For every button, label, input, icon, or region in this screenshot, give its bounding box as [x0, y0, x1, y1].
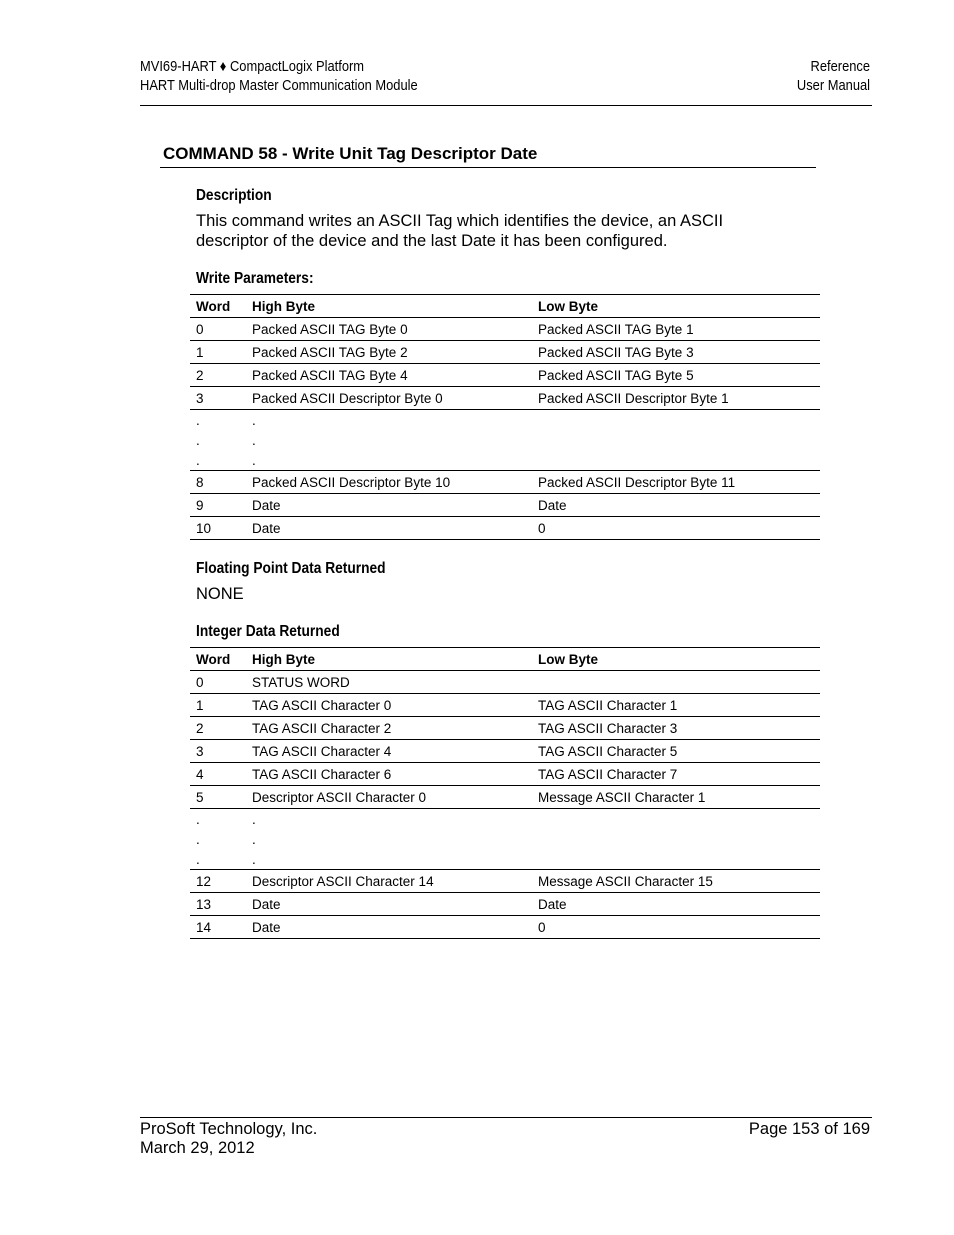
publication-date: March 29, 2012 [140, 1139, 255, 1157]
ellipsis-row [190, 829, 820, 849]
low-byte-cell: Packed ASCII TAG Byte 1 [532, 318, 820, 341]
table-row [190, 870, 820, 893]
low-byte-cell: Date [532, 893, 820, 916]
column-header-low-byte: Low Byte [532, 648, 820, 671]
low-byte-cell [532, 671, 820, 694]
ellipsis-mark: . [252, 831, 256, 847]
high-byte-cell: Date [246, 893, 532, 916]
float-data-heading: Floating Point Data Returned [196, 560, 386, 577]
high-byte-cell: Descriptor ASCII Character 0 [246, 786, 532, 809]
high-byte-cell: Packed ASCII TAG Byte 4 [246, 364, 532, 387]
document-type: User Manual [796, 77, 870, 94]
table-header-row [190, 295, 820, 318]
table-row [190, 471, 820, 494]
column-header-word: Word [190, 295, 246, 318]
table-row [190, 740, 820, 763]
high-byte-cell: Date [246, 916, 532, 939]
column-header-high-byte: High Byte [246, 648, 532, 671]
low-byte-cell: Packed ASCII TAG Byte 5 [532, 364, 820, 387]
low-byte-cell: 0 [532, 916, 820, 939]
word-cell: 2 [190, 717, 246, 740]
high-byte-cell: Date [246, 494, 532, 517]
word-cell: 0 [190, 671, 246, 694]
high-byte-cell: Packed ASCII TAG Byte 2 [246, 341, 532, 364]
word-cell: 0 [190, 318, 246, 341]
running-header-left [140, 57, 418, 95]
low-byte-cell: TAG ASCII Character 1 [532, 694, 820, 717]
description-text: This command writes an ASCII Tag which identifies the device, an ASCII descriptor of the device and the last Date it has been configured. [196, 212, 724, 250]
ellipsis-mark: . [252, 412, 256, 428]
low-byte-cell: Message ASCII Character 1 [532, 786, 820, 809]
high-byte-cell: Packed ASCII TAG Byte 0 [246, 318, 532, 341]
table-row [190, 916, 820, 939]
ellipsis-mark: . [252, 811, 256, 827]
integer-data-heading: Integer Data Returned [196, 623, 340, 640]
integer-data-table [190, 647, 820, 939]
ellipsis-mark: . [190, 450, 246, 471]
ellipsis-mark: . [196, 432, 200, 448]
high-byte-cell: TAG ASCII Character 2 [246, 717, 532, 740]
ellipsis-row [190, 410, 820, 431]
ellipsis-mark: . [196, 412, 200, 428]
low-byte-cell: Packed ASCII Descriptor Byte 1 [532, 387, 820, 410]
float-data-value: NONE [196, 585, 244, 603]
word-cell: 13 [190, 893, 246, 916]
table-row [190, 717, 820, 740]
company-name: ProSoft Technology, Inc. [140, 1120, 318, 1138]
word-cell: 14 [190, 916, 246, 939]
ellipsis-mark: . [252, 432, 256, 448]
low-byte-cell: TAG ASCII Character 3 [532, 717, 820, 740]
table-row [190, 494, 820, 517]
word-cell: 2 [190, 364, 246, 387]
word-cell: 4 [190, 763, 246, 786]
running-header-right [797, 57, 870, 95]
low-byte-cell: 0 [532, 517, 820, 540]
table-row [190, 671, 820, 694]
write-parameters-heading: Write Parameters: [196, 270, 314, 287]
low-byte-cell: Date [532, 494, 820, 517]
word-cell: 3 [190, 740, 246, 763]
high-byte-cell: TAG ASCII Character 0 [246, 694, 532, 717]
table-row [190, 387, 820, 410]
low-byte-cell: Packed ASCII Descriptor Byte 11 [532, 471, 820, 494]
low-byte-cell: TAG ASCII Character 5 [532, 740, 820, 763]
table-row [190, 341, 820, 364]
low-byte-cell: Message ASCII Character 15 [532, 870, 820, 893]
title-underline [160, 167, 816, 168]
table-row [190, 694, 820, 717]
word-cell: 10 [190, 517, 246, 540]
word-cell: 12 [190, 870, 246, 893]
low-byte-cell: Packed ASCII TAG Byte 3 [532, 341, 820, 364]
word-cell: 8 [190, 471, 246, 494]
ellipsis-row [190, 430, 820, 450]
ellipsis-mark: . [246, 450, 532, 471]
high-byte-cell: TAG ASCII Character 4 [246, 740, 532, 763]
page-number: Page 153 of 169 [748, 1120, 870, 1138]
module-name: HART Multi-drop Master Communication Module [140, 77, 418, 94]
word-cell: 5 [190, 786, 246, 809]
ellipsis-row [190, 450, 820, 471]
column-header-low-byte: Low Byte [532, 295, 820, 318]
ellipsis-row [190, 849, 820, 870]
document-section: Reference [810, 58, 870, 75]
high-byte-cell: Date [246, 517, 532, 540]
high-byte-cell: TAG ASCII Character 6 [246, 763, 532, 786]
description-heading: Description [196, 187, 272, 204]
word-cell: 1 [190, 341, 246, 364]
ellipsis-mark: . [246, 849, 532, 870]
section-title: COMMAND 58 - Write Unit Tag Descriptor Date [163, 144, 538, 163]
table-row [190, 893, 820, 916]
high-byte-cell: Descriptor ASCII Character 14 [246, 870, 532, 893]
running-footer-left [140, 1120, 317, 1158]
table-row [190, 786, 820, 809]
low-byte-cell: TAG ASCII Character 7 [532, 763, 820, 786]
table-header-row [190, 648, 820, 671]
column-header-high-byte: High Byte [246, 295, 532, 318]
word-cell: 1 [190, 694, 246, 717]
table-row [190, 517, 820, 540]
product-name: MVI69-HART ♦ CompactLogix Platform [140, 58, 365, 75]
ellipsis-mark: . [196, 811, 200, 827]
high-byte-cell: STATUS WORD [246, 671, 532, 694]
high-byte-cell: Packed ASCII Descriptor Byte 0 [246, 387, 532, 410]
header-divider [140, 105, 872, 106]
high-byte-cell: Packed ASCII Descriptor Byte 10 [246, 471, 532, 494]
word-cell: 9 [190, 494, 246, 517]
column-header-word: Word [190, 648, 246, 671]
word-cell: 3 [190, 387, 246, 410]
footer-divider [140, 1117, 872, 1118]
ellipsis-mark: . [196, 831, 200, 847]
ellipsis-row [190, 809, 820, 830]
write-parameters-table [190, 294, 820, 540]
ellipsis-mark: . [190, 849, 246, 870]
table-row [190, 318, 820, 341]
table-row [190, 763, 820, 786]
table-row [190, 364, 820, 387]
